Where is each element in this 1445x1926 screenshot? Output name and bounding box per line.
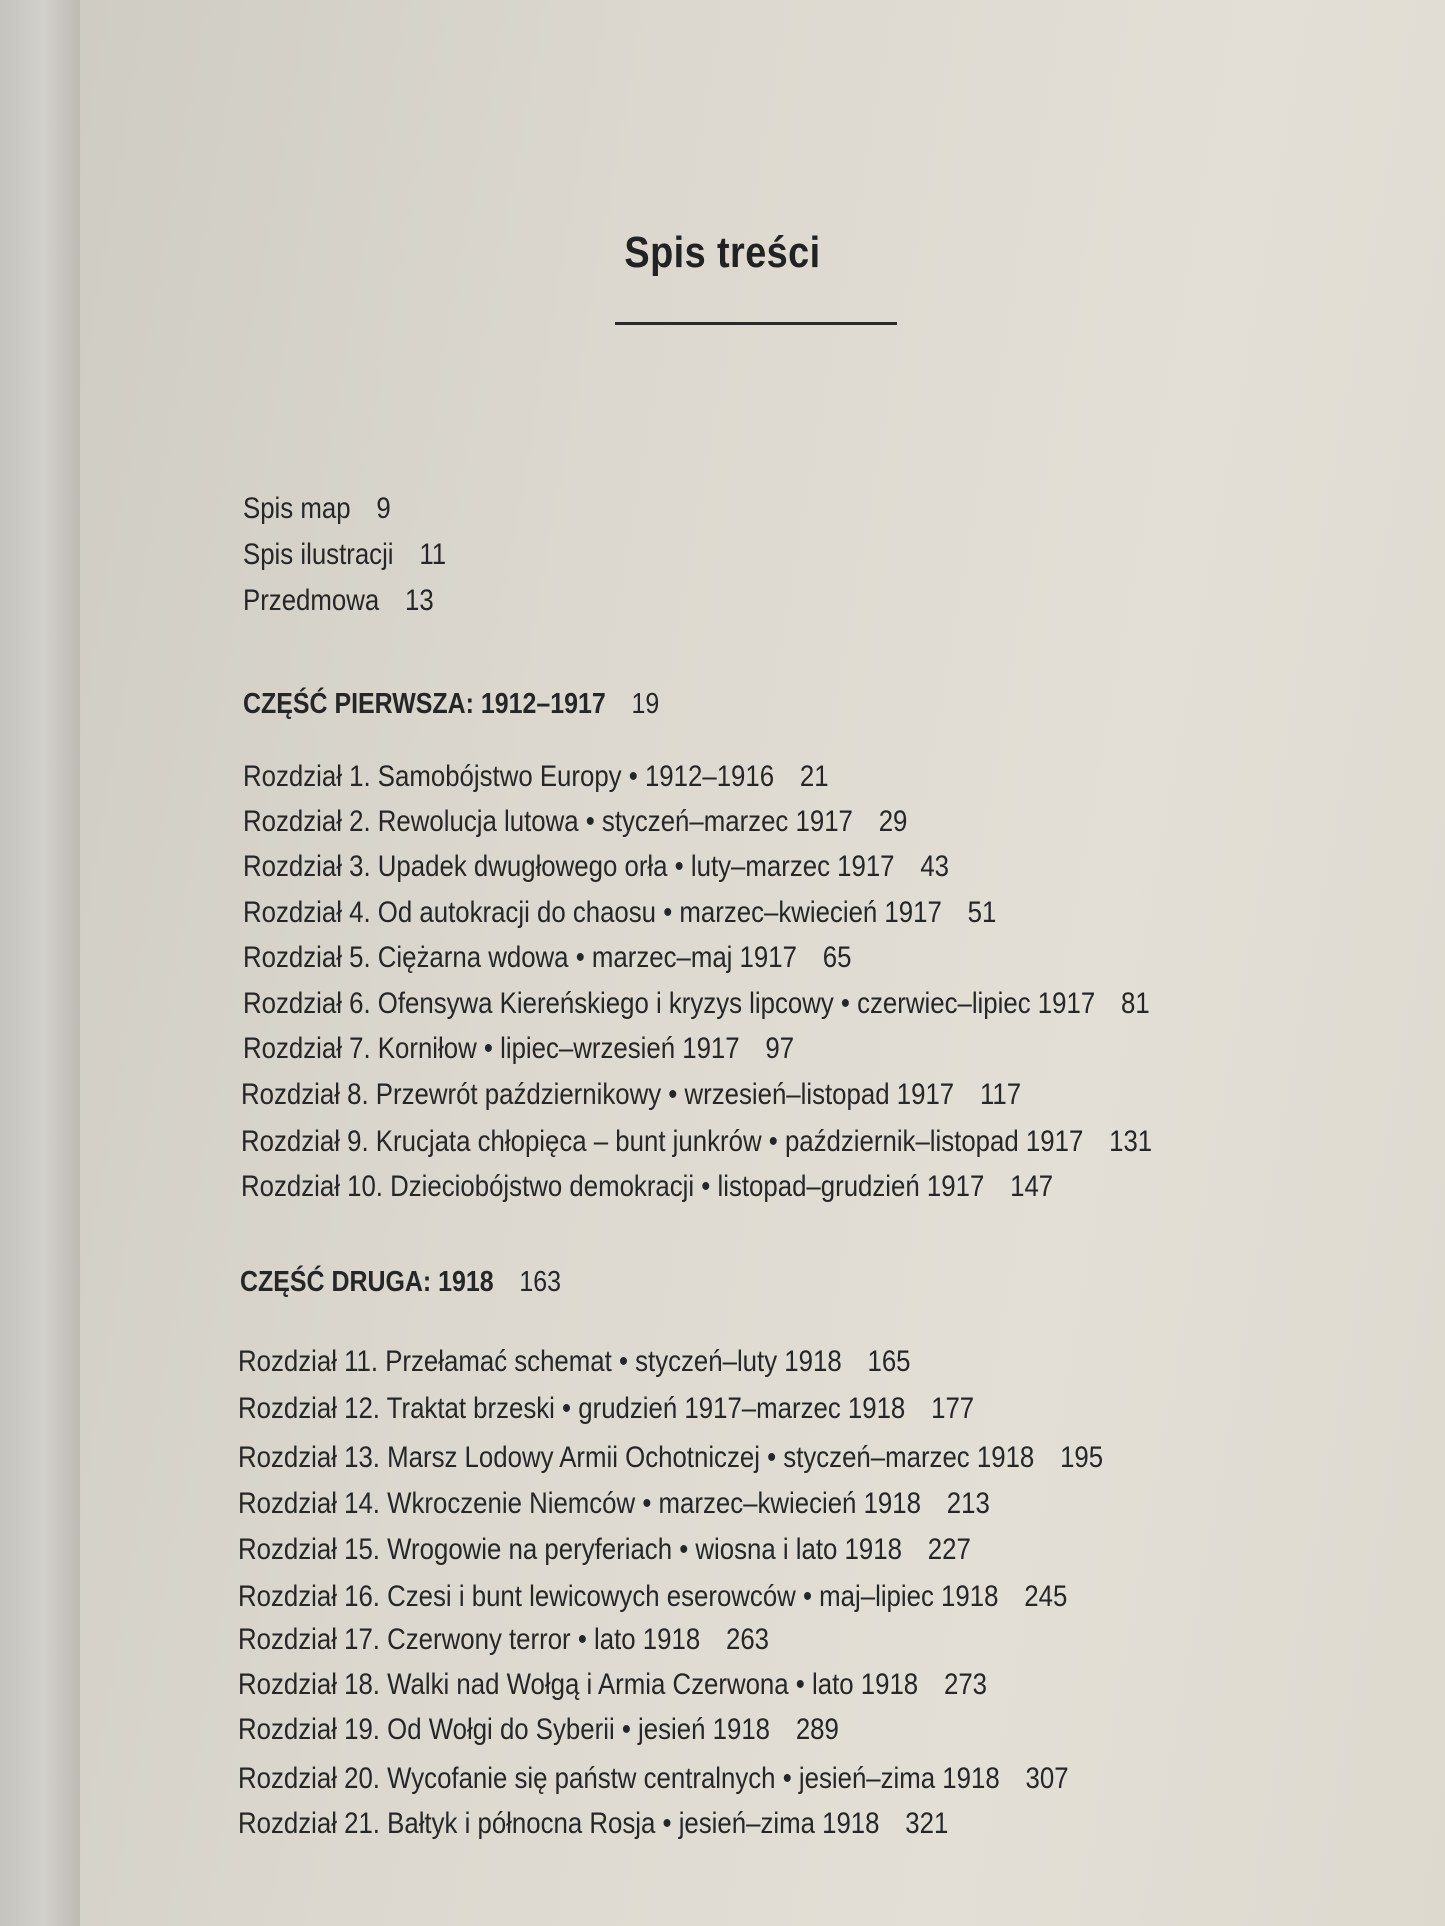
toc-entry-chapter-1[interactable] [243,759,829,795]
toc-entry-spis-ilustracji[interactable] [243,537,446,573]
toc-entry-chapter-5[interactable] [243,940,851,976]
toc-page-number: 289 [795,1713,839,1746]
part-heading-label: CZĘŚĆ PIERWSZA: 1912–1917 [243,688,606,720]
toc-page-number: 273 [943,1668,988,1701]
toc-page-number: 131 [1109,1125,1153,1158]
toc-entry-chapter-15[interactable] [238,1532,971,1568]
toc-page-number: 29 [878,805,908,838]
toc-entry-chapter-3[interactable] [243,849,949,885]
toc-page-number: 21 [799,760,829,793]
toc-page-number: 195 [1060,1441,1104,1474]
toc-entry-chapter-8[interactable] [241,1077,1021,1113]
toc-page-number: 147 [1010,1170,1054,1203]
toc-entry-label: Rozdział 9. Krucjata chłopięca – bunt junkrów • październik–listopad 1917 [241,1125,1084,1158]
toc-entry-chapter-16[interactable] [238,1579,1067,1615]
toc-entry-label: Rozdział 10. Dzieciobójstwo demokracji • listopad–grudzień 1917 [241,1170,985,1203]
toc-entry-label: Spis ilustracji [243,538,394,571]
toc-entry-chapter-10[interactable] [241,1169,1053,1205]
toc-entry-label: Rozdział 16. Czesi i bunt lewicowych eserowców • maj–lipiec 1918 [238,1580,999,1613]
toc-entry-chapter-21[interactable] [238,1806,948,1842]
toc-entry-label: Rozdział 7. Korniłow • lipiec–wrzesień 1917 [243,1032,740,1065]
toc-entry-spis-map[interactable] [243,491,391,527]
toc-entry-chapter-18[interactable] [238,1667,987,1703]
toc-entry-chapter-19[interactable] [238,1712,839,1748]
toc-page-number: 13 [405,584,434,617]
toc-page-number: 263 [725,1623,770,1656]
toc-entry-chapter-2[interactable] [243,804,907,840]
toc-entry-chapter-14[interactable] [238,1486,990,1522]
toc-entry-label: Rozdział 13. Marsz Lodowy Armii Ochotniczej • styczeń–marzec 1918 [238,1441,1035,1474]
title-underline [615,322,897,325]
toc-entry-chapter-20[interactable] [238,1761,1069,1797]
toc-entry-label: Rozdział 20. Wycofanie się państw centralnych • jesień–zima 1918 [238,1762,1000,1795]
left-page-edge [0,0,80,1926]
toc-page-number: 43 [920,850,950,883]
toc-page-number: 245 [1024,1580,1068,1613]
page-title: Spis treści [624,228,821,277]
toc-entry-label: Rozdział 3. Upadek dwugłowego orła • luty–marzec 1917 [243,850,895,883]
toc-page-number: 65 [822,941,852,974]
toc-entry-chapter-7[interactable] [243,1031,794,1067]
toc-page-number: 19 [631,688,660,720]
toc-page-number: 117 [979,1078,1022,1111]
toc-entry-label: Rozdział 19. Od Wołgi do Syberii • jesień 1918 [238,1713,771,1746]
part-heading-2[interactable] [240,1264,561,1300]
toc-page-number: 97 [765,1032,795,1065]
toc-entry-label: Rozdział 12. Traktat brzeski • grudzień 1917–marzec 1918 [238,1392,906,1425]
toc-page-number: 9 [376,492,391,525]
part-heading-label: CZĘŚĆ DRUGA: 1918 [240,1266,494,1298]
toc-entry-label: Rozdział 6. Ofensywa Kiereńskiego i kryzys lipcowy • czerwiec–lipiec 1917 [243,987,1096,1020]
toc-entry-label: Rozdział 14. Wkroczenie Niemców • marzec–kwiecień 1918 [238,1487,921,1520]
toc-page-number: 51 [967,896,997,929]
toc-entry-label: Spis map [243,492,351,525]
toc-entry-chapter-9[interactable] [241,1124,1152,1160]
toc-entry-label: Rozdział 11. Przełamać schemat • styczeń–luty 1918 [238,1345,842,1378]
toc-entry-label: Rozdział 15. Wrogowie na peryferiach • wiosna i lato 1918 [238,1533,902,1566]
toc-entry-chapter-4[interactable] [243,895,996,931]
toc-entry-label: Przedmowa [243,584,380,617]
toc-entry-chapter-12[interactable] [238,1391,974,1427]
part-heading-1[interactable] [243,686,659,722]
toc-entry-chapter-6[interactable] [243,986,1150,1022]
toc-entry-label: Rozdział 17. Czerwony terror • lato 1918 [238,1623,701,1656]
toc-page-number: 81 [1120,987,1150,1020]
toc-page-number: 213 [946,1487,990,1520]
toc-page-number: 11 [419,538,447,571]
toc-entry-chapter-11[interactable] [238,1344,911,1380]
toc-entry-label: Rozdział 2. Rewolucja lutowa • styczeń–marzec 1917 [243,805,853,838]
toc-entry-chapter-13[interactable] [238,1440,1103,1476]
toc-page-number: 321 [905,1807,949,1840]
toc-page-number: 163 [519,1266,562,1298]
toc-page-number: 177 [931,1392,975,1425]
toc-entry-label: Rozdział 21. Bałtyk i północna Rosja • jesień–zima 1918 [238,1807,880,1840]
toc-entry-przedmowa[interactable] [243,583,434,619]
toc-entry-label: Rozdział 4. Od autokracji do chaosu • marzec–kwiecień 1917 [243,896,942,929]
toc-entry-label: Rozdział 1. Samobójstwo Europy • 1912–1916 [243,760,775,793]
toc-page-number: 165 [867,1345,911,1378]
toc-entry-chapter-17[interactable] [238,1622,769,1658]
toc-entry-label: Rozdział 18. Walki nad Wołgą i Armia Czerwona • lato 1918 [238,1668,919,1701]
toc-page-number: 227 [927,1533,971,1566]
toc-page-number: 307 [1025,1762,1069,1795]
toc-entry-label: Rozdział 8. Przewrót październikowy • wrzesień–listopad 1917 [241,1078,955,1111]
toc-entry-label: Rozdział 5. Ciężarna wdowa • marzec–maj 1917 [243,941,797,974]
